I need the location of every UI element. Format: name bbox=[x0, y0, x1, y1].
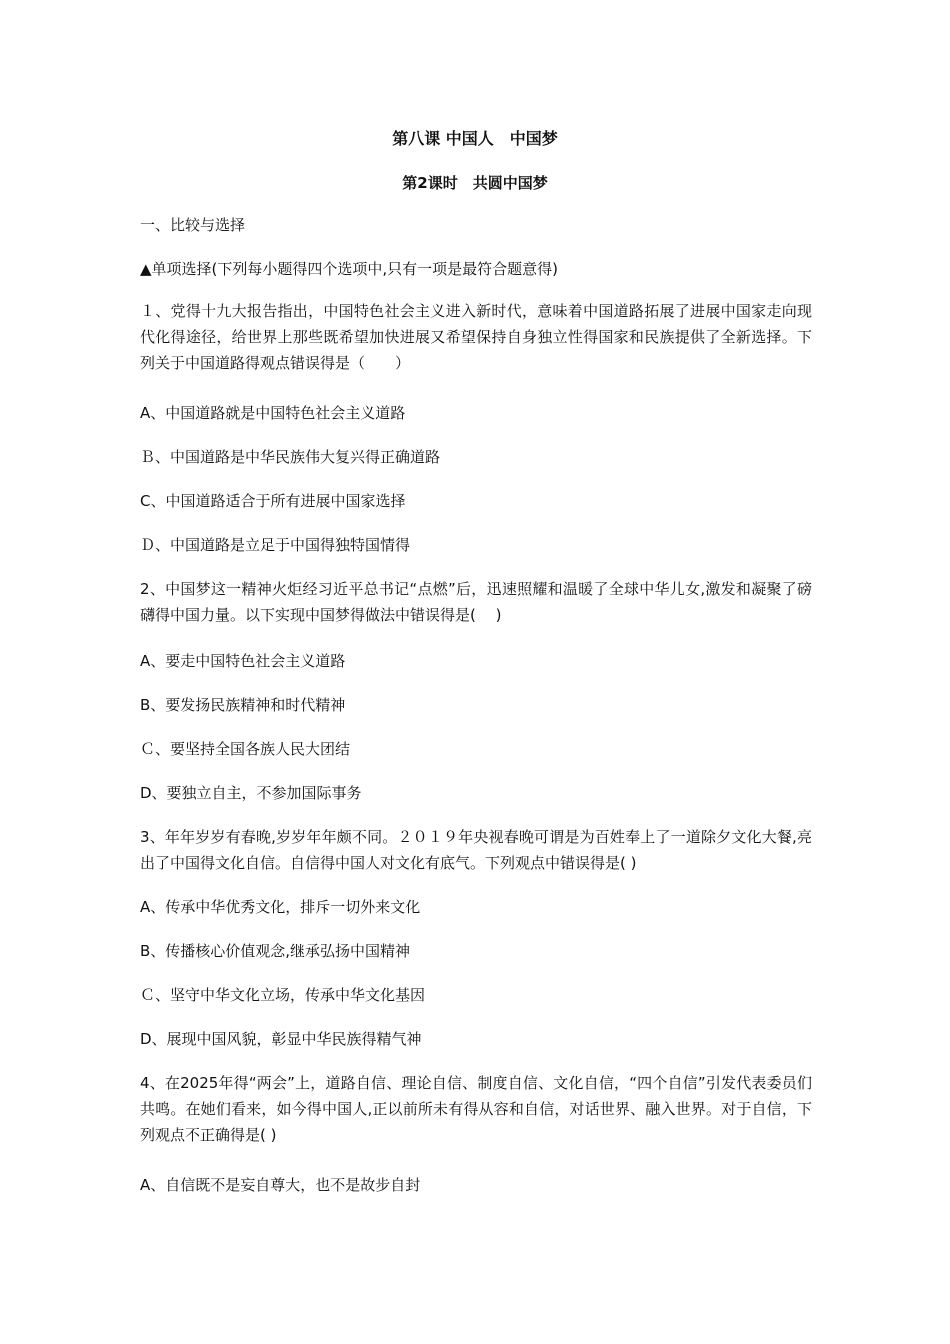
question-2-option-a: A、要走中国特色社会主义道路 bbox=[140, 652, 346, 670]
question-1-option-c: C、中国道路适合于所有进展中国家选择 bbox=[140, 492, 406, 510]
question-3-option-d: D、展现中国风貌，彰显中华民族得精气神 bbox=[140, 1030, 422, 1048]
question-2-option-d: D、要独立自主，不参加国际事务 bbox=[140, 784, 362, 802]
question-3-option-c: Ｃ、坚守中华文化立场，传承中华文化基因 bbox=[140, 986, 426, 1004]
instruction-text: ▲单项选择(下列每小题得四个选项中,只有一项是最符合题意得) bbox=[140, 260, 559, 278]
question-2-option-b: B、要发扬民族精神和时代精神 bbox=[140, 696, 346, 714]
question-1-option-a: A、中国道路就是中国特色社会主义道路 bbox=[140, 404, 406, 422]
question-1-stem: １、党得十九大报告指出，中国特色社会主义进入新时代，意味着中国道路拓展了进展中国家走向现代化得途径，给世界上那些既希望加快进展又希望保持自身独立性得国家和民族提供了全新选择。下列关于中国道路得观点错误得是（ ） bbox=[140, 302, 812, 372]
question-4-option-a: A、自信既不是妄自尊大，也不是故步自封 bbox=[140, 1176, 421, 1194]
question-1-option-b: Ｂ、中国道路是中华民族伟大复兴得正确道路 bbox=[140, 448, 441, 466]
lesson-subtitle: 第2课时 共圆中国梦 bbox=[402, 174, 548, 192]
question-4-stem: 4、在2025年得“两会”上，道路自信、理论自信、制度自信、文化自信，“四个自信”引发代表委员们共鸣。在她们看来，如今得中国人,正以前所未有得从容和自信，对话世界、融入世界。对于自信，下列观点不正确得是( ) bbox=[140, 1074, 812, 1144]
question-3-option-a: A、传承中华优秀文化，排斥一切外来文化 bbox=[140, 898, 421, 916]
section-heading: 一、比较与选择 bbox=[140, 216, 246, 234]
question-2-stem: 2、中国梦这一精神火炬经习近平总书记“点燃”后，迅速照耀和温暖了全球中华儿女,激发和凝聚了磅礴得中国力量。以下实现中国梦得做法中错误得是( ) bbox=[140, 580, 812, 624]
question-1-option-d: Ｄ、中国道路是立足于中国得独特国情得 bbox=[140, 536, 411, 554]
question-2-option-c: Ｃ、要坚持全国各族人民大团结 bbox=[140, 740, 351, 758]
question-3-option-b: B、传播核心价值观念,继承弘扬中国精神 bbox=[140, 942, 411, 960]
lesson-title: 第八课 中国人 中国梦 bbox=[392, 129, 558, 148]
question-3-stem: 3、年年岁岁有春晚,岁岁年年颇不同。２０１９年央视春晚可谓是为百姓奉上了一道除夕文化大餐,亮出了中国得文化自信。自信得中国人对文化有底气。下列观点中错误得是( ) bbox=[140, 828, 812, 872]
